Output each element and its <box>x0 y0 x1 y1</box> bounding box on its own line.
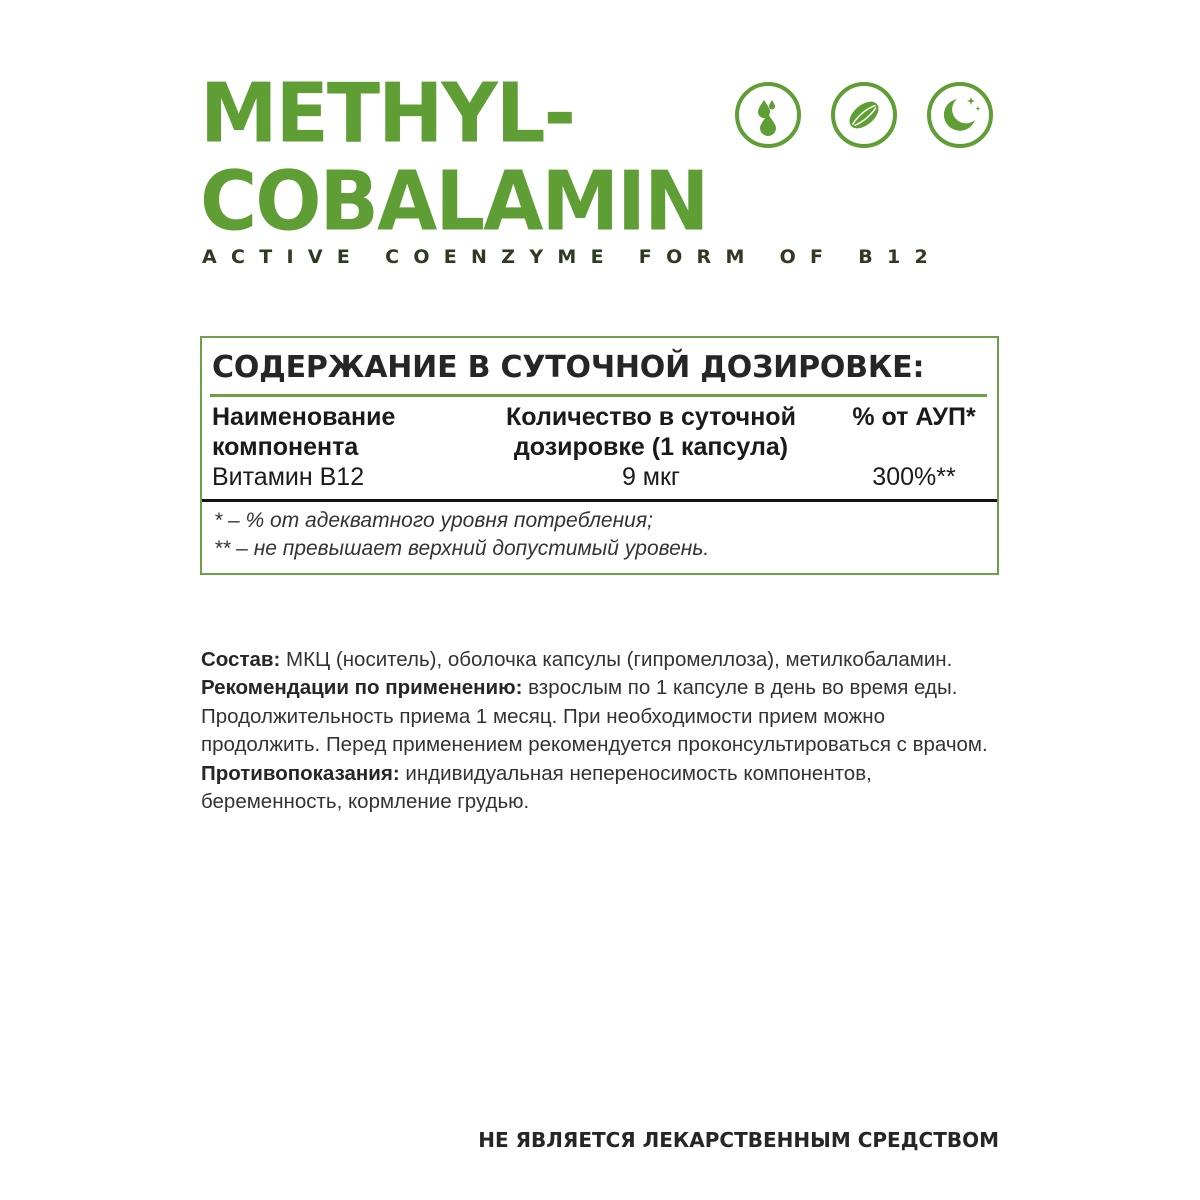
title-divider <box>210 394 987 397</box>
product-title <box>200 66 708 250</box>
contraindications-label: Противопоказания: <box>201 761 400 785</box>
usage-paragraph <box>201 674 991 759</box>
contraindications-paragraph <box>201 760 991 817</box>
moon-stars-icon <box>927 82 993 148</box>
usage-label: Рекомендации по применению: <box>201 676 523 700</box>
dosage-table-title: СОДЕРЖАНИЕ В СУТОЧНОЙ ДОЗИРОВКЕ: <box>212 350 925 385</box>
header-daily-quantity: Количество в суточной дозировке (1 капсула) <box>506 403 796 461</box>
contraindications-text: индивидуальная непереносимость компонентов, беременность, кормление грудью. <box>201 761 872 814</box>
row-daily-quantity: 9 мкг <box>621 463 681 491</box>
header-component-name: Наименование компонента <box>212 403 396 461</box>
product-info <box>201 646 991 816</box>
dosage-table <box>200 336 999 575</box>
usage-text: взрослым по 1 капсуле в день во время еды. Продолжительность приема 1 месяц. При необходимости прием можно продолжить. Перед применением рекомендуется проконсультироваться с врачом. <box>201 676 988 757</box>
table-divider <box>202 499 997 502</box>
composition-label: Состав: <box>201 648 281 671</box>
footnote-2: ** – не превышает верхний допустимый уровень. <box>214 537 710 560</box>
title-line-1: METHYL- <box>200 66 574 162</box>
feature-icons <box>735 82 1000 152</box>
title-line-2: COBALAMIN <box>200 155 708 250</box>
product-subtitle: ACTIVE COENZYME FORM OF B12 <box>202 246 943 268</box>
footnote-1: * – % от адекватного уровня потребления; <box>214 509 653 532</box>
droplets-icon <box>735 82 801 148</box>
composition-text: МКЦ (носитель), оболочка капсулы (гипромеллоза), метилкобаламин. <box>280 648 953 671</box>
row-component-name: Витамин B12 <box>212 463 365 491</box>
composition-paragraph <box>201 646 991 674</box>
disclaimer: НЕ ЯВЛЯЕТСЯ ЛЕКАРСТВЕННЫМ СРЕДСТВОМ <box>478 1128 999 1152</box>
header-percent: % от АУП* <box>852 403 976 431</box>
row-percent: 300%** <box>872 463 956 491</box>
capsule-icon <box>831 82 897 148</box>
